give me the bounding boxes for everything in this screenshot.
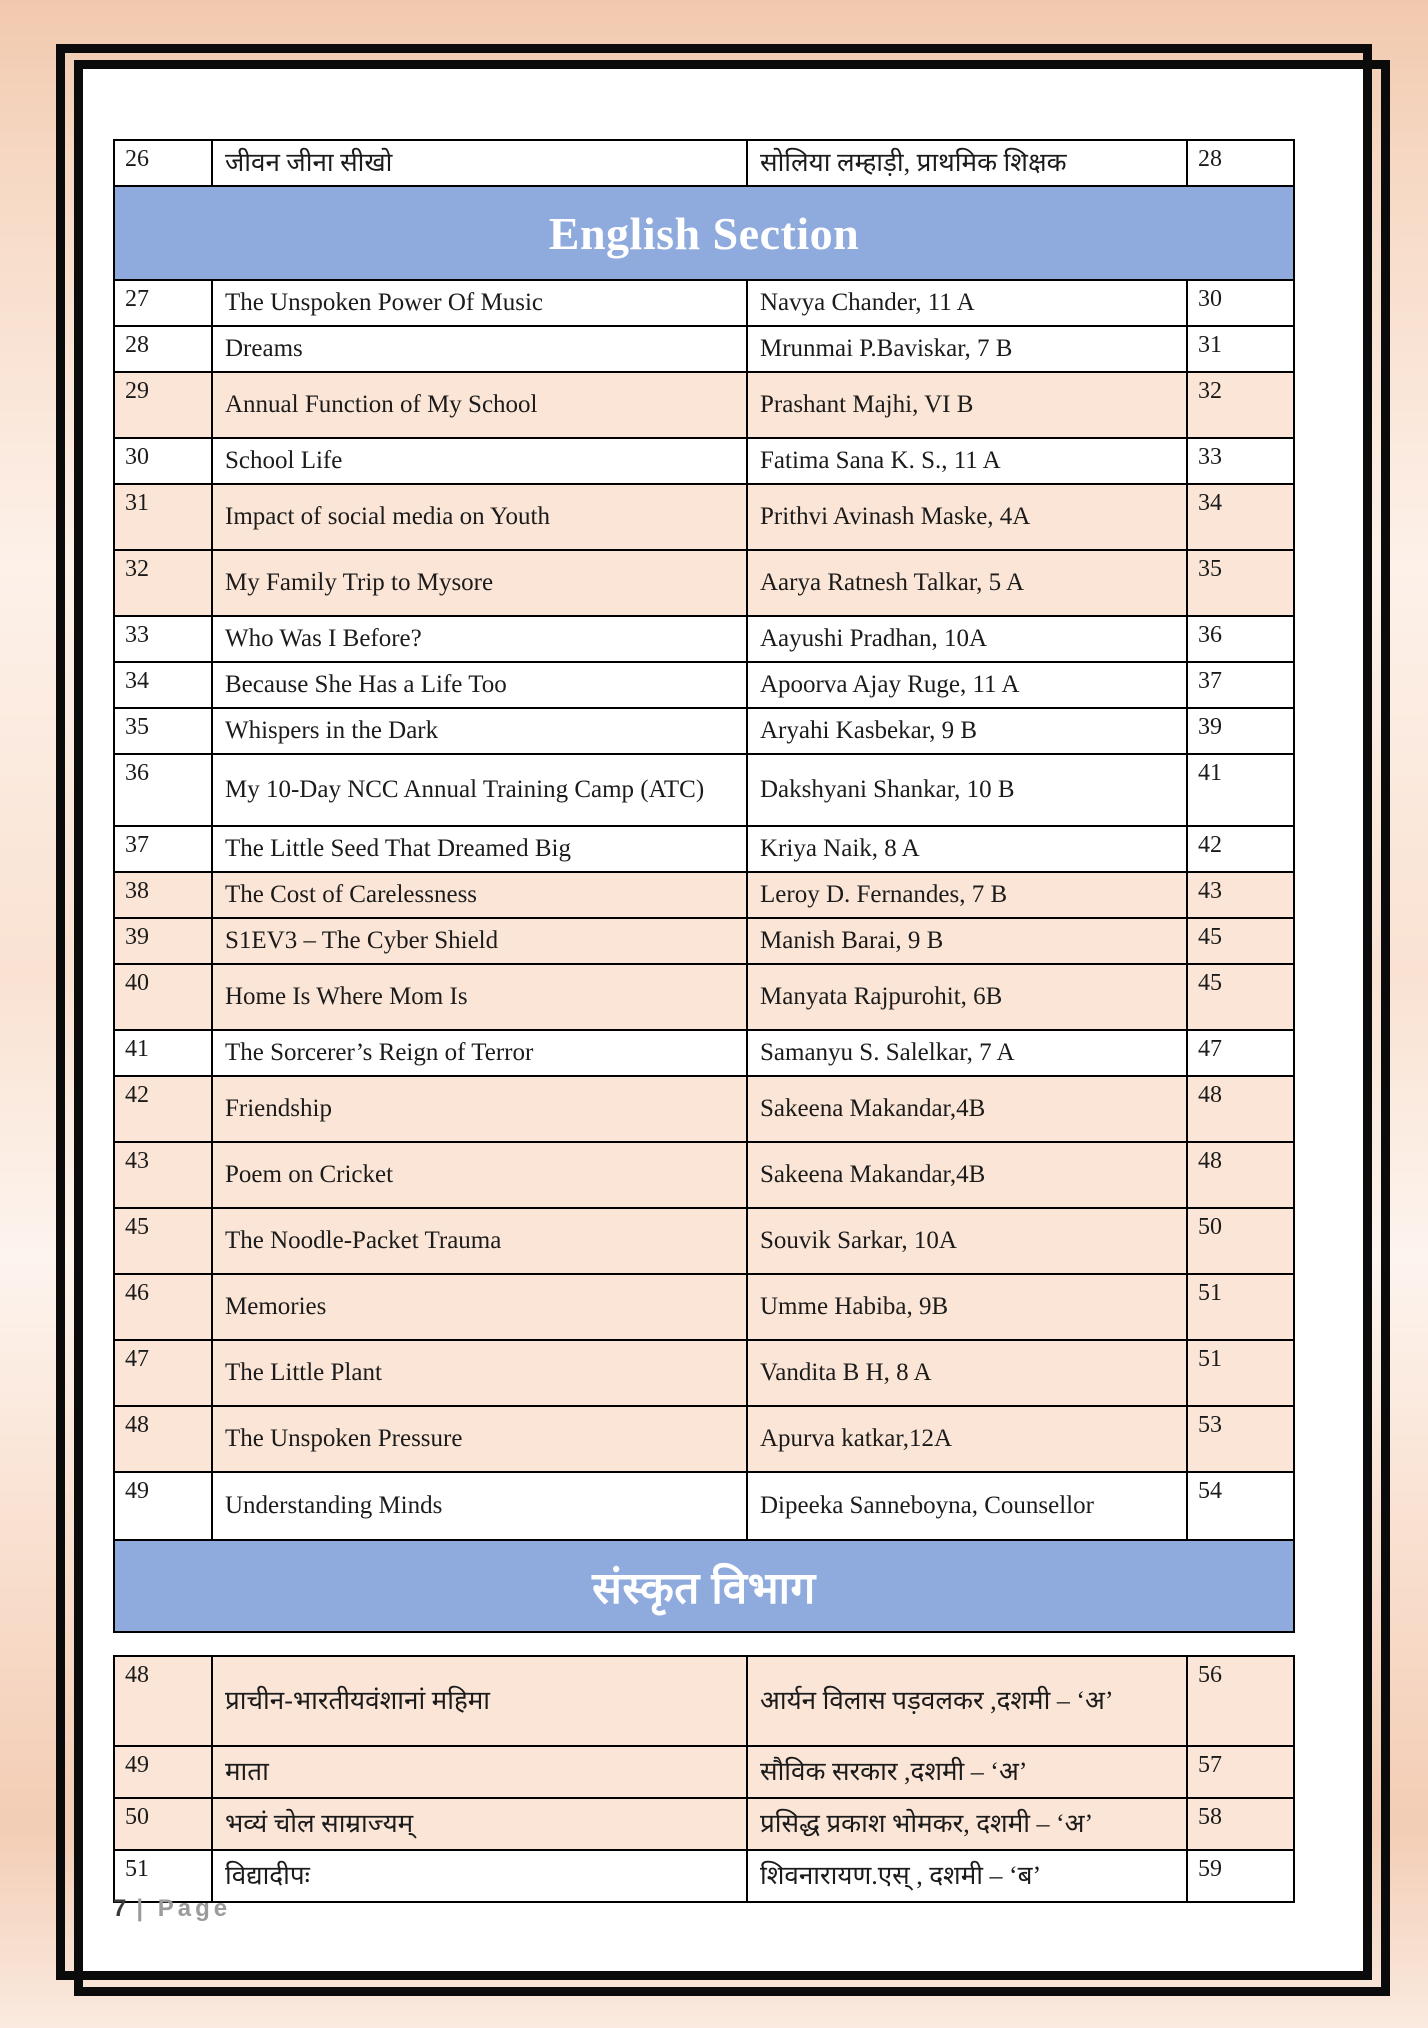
contents-table-sanskrit — [113, 1655, 1295, 1903]
entry-number: 38 — [114, 872, 212, 918]
entry-author: Manyata Rajpurohit, 6B — [747, 964, 1187, 1030]
entry-number: 41 — [114, 1030, 212, 1076]
entry-author: Prithvi Avinash Maske, 4A — [747, 484, 1187, 550]
entry-page: 57 — [1187, 1746, 1294, 1798]
entry-title: Because She Has a Life Too — [212, 662, 747, 708]
entry-page: 51 — [1187, 1340, 1294, 1406]
entry-title: The Sorcerer’s Reign of Terror — [212, 1030, 747, 1076]
table-row — [114, 872, 1294, 918]
entry-page: 31 — [1187, 326, 1294, 372]
entry-author: Mrunmai P.Baviskar, 7 B — [747, 326, 1187, 372]
entry-title: The Cost of Carelessness — [212, 872, 747, 918]
entry-number: 43 — [114, 1142, 212, 1208]
table-row — [114, 662, 1294, 708]
table-row — [114, 1656, 1294, 1746]
entry-title: The Little Seed That Dreamed Big — [212, 826, 747, 872]
page-footer — [113, 1895, 231, 1923]
table-row — [114, 1850, 1294, 1902]
entry-title: Who Was I Before? — [212, 616, 747, 662]
entry-title: Annual Function of My School — [212, 372, 747, 438]
table-row — [114, 1340, 1294, 1406]
entry-page: 59 — [1187, 1850, 1294, 1902]
entry-author: Samanyu S. Salelkar, 7 A — [747, 1030, 1187, 1076]
entry-number: 48 — [114, 1406, 212, 1472]
entry-number: 50 — [114, 1798, 212, 1850]
contents-table-main — [113, 139, 1295, 1633]
entry-author: Sakeena Makandar,4B — [747, 1076, 1187, 1142]
entry-page: 56 — [1187, 1656, 1294, 1746]
entry-title: The Unspoken Power Of Music — [212, 280, 747, 326]
entry-title: The Unspoken Pressure — [212, 1406, 747, 1472]
entry-title: My 10-Day NCC Annual Training Camp (ATC) — [212, 754, 747, 826]
entry-number: 26 — [114, 140, 212, 186]
entry-title: विद्यादीपः — [212, 1850, 747, 1902]
entry-number: 46 — [114, 1274, 212, 1340]
entry-number: 51 — [114, 1850, 212, 1902]
page-number: 7 — [113, 1895, 127, 1922]
entry-number: 33 — [114, 616, 212, 662]
entry-number: 28 — [114, 326, 212, 372]
entry-author: Aryahi Kasbekar, 9 B — [747, 708, 1187, 754]
table-row — [114, 280, 1294, 326]
table-row — [114, 372, 1294, 438]
entry-author: Apoorva Ajay Ruge, 11 A — [747, 662, 1187, 708]
table-of-contents — [113, 139, 1295, 1903]
entry-number: 29 — [114, 372, 212, 438]
entry-title: Friendship — [212, 1076, 747, 1142]
entry-page: 34 — [1187, 484, 1294, 550]
table-row — [114, 1208, 1294, 1274]
entry-title: Home Is Where Mom Is — [212, 964, 747, 1030]
entry-title: Whispers in the Dark — [212, 708, 747, 754]
entry-title: The Little Plant — [212, 1340, 747, 1406]
entry-number: 42 — [114, 1076, 212, 1142]
entry-number: 31 — [114, 484, 212, 550]
section-gap — [113, 1633, 1293, 1655]
entry-author: आर्यन विलास पड़वलकर ,दशमी – ‘अ’ — [747, 1656, 1187, 1746]
table-row — [114, 1274, 1294, 1340]
entry-title: School Life — [212, 438, 747, 484]
entry-author: Umme Habiba, 9B — [747, 1274, 1187, 1340]
table-row — [114, 550, 1294, 616]
table-row — [114, 1472, 1294, 1540]
entry-page: 51 — [1187, 1274, 1294, 1340]
entry-number: 49 — [114, 1472, 212, 1540]
entry-page: 39 — [1187, 708, 1294, 754]
entry-author: सोलिया लम्हाड़ी, प्राथमिक शिक्षक — [747, 140, 1187, 186]
entry-author: Vandita B H, 8 A — [747, 1340, 1187, 1406]
entry-number: 39 — [114, 918, 212, 964]
entry-author: Dipeeka Sanneboyna, Counsellor — [747, 1472, 1187, 1540]
section-band-row — [114, 1540, 1294, 1632]
entry-page: 58 — [1187, 1798, 1294, 1850]
entry-title: भव्यं चोल साम्राज्यम् — [212, 1798, 747, 1850]
table-row — [114, 1406, 1294, 1472]
entry-number: 37 — [114, 826, 212, 872]
entry-title: The Noodle-Packet Trauma — [212, 1208, 747, 1274]
entry-page: 28 — [1187, 140, 1294, 186]
entry-number: 34 — [114, 662, 212, 708]
entry-page: 43 — [1187, 872, 1294, 918]
entry-author: शिवनारायण.एस् , दशमी – ‘ब’ — [747, 1850, 1187, 1902]
entry-title: My Family Trip to Mysore — [212, 550, 747, 616]
table-row — [114, 616, 1294, 662]
table-row — [114, 1076, 1294, 1142]
entry-number: 45 — [114, 1208, 212, 1274]
table-row — [114, 708, 1294, 754]
table-row — [114, 754, 1294, 826]
entry-page: 50 — [1187, 1208, 1294, 1274]
entry-author: Fatima Sana K. S., 11 A — [747, 438, 1187, 484]
entry-title: Memories — [212, 1274, 747, 1340]
page-label: | Page — [136, 1895, 232, 1922]
entry-author: प्रसिद्ध प्रकाश भोमकर, दशमी – ‘अ’ — [747, 1798, 1187, 1850]
entry-number: 40 — [114, 964, 212, 1030]
entry-page: 48 — [1187, 1142, 1294, 1208]
entry-title: प्राचीन-भारतीयवंशानां महिमा — [212, 1656, 747, 1746]
entry-page: 53 — [1187, 1406, 1294, 1472]
entry-author: Prashant Majhi, VI B — [747, 372, 1187, 438]
section-title: संस्कृत विभाग — [114, 1540, 1294, 1632]
entry-page: 47 — [1187, 1030, 1294, 1076]
entry-title: माता — [212, 1746, 747, 1798]
entry-author: Manish Barai, 9 B — [747, 918, 1187, 964]
entry-title: Impact of social media on Youth — [212, 484, 747, 550]
table-row — [114, 438, 1294, 484]
entry-author: Dakshyani Shankar, 10 B — [747, 754, 1187, 826]
table-row — [114, 326, 1294, 372]
entry-author: Aayushi Pradhan, 10A — [747, 616, 1187, 662]
entry-page: 45 — [1187, 964, 1294, 1030]
entry-page: 42 — [1187, 826, 1294, 872]
table-row — [114, 1142, 1294, 1208]
entry-page: 32 — [1187, 372, 1294, 438]
entry-page: 48 — [1187, 1076, 1294, 1142]
entry-number: 27 — [114, 280, 212, 326]
section-title: English Section — [114, 186, 1294, 280]
entry-author: Aarya Ratnesh Talkar, 5 A — [747, 550, 1187, 616]
table-row — [114, 964, 1294, 1030]
entry-number: 48 — [114, 1656, 212, 1746]
entry-page: 37 — [1187, 662, 1294, 708]
table-row — [114, 918, 1294, 964]
section-band-row — [114, 186, 1294, 280]
entry-page: 54 — [1187, 1472, 1294, 1540]
table-row — [114, 1030, 1294, 1076]
entry-author: सौविक सरकार ,दशमी – ‘अ’ — [747, 1746, 1187, 1798]
entry-author: Apurva katkar,12A — [747, 1406, 1187, 1472]
entry-title: जीवन जीना सीखो — [212, 140, 747, 186]
entry-number: 32 — [114, 550, 212, 616]
entry-page: 33 — [1187, 438, 1294, 484]
entry-page: 30 — [1187, 280, 1294, 326]
entry-title: Poem on Cricket — [212, 1142, 747, 1208]
entry-title: Understanding Minds — [212, 1472, 747, 1540]
table-row — [114, 140, 1294, 186]
document-page — [83, 69, 1363, 1971]
entry-number: 47 — [114, 1340, 212, 1406]
entry-author: Navya Chander, 11 A — [747, 280, 1187, 326]
entry-number: 35 — [114, 708, 212, 754]
entry-author: Kriya Naik, 8 A — [747, 826, 1187, 872]
entry-number: 49 — [114, 1746, 212, 1798]
entry-title: S1EV3 – The Cyber Shield — [212, 918, 747, 964]
entry-page: 45 — [1187, 918, 1294, 964]
entry-author: Leroy D. Fernandes, 7 B — [747, 872, 1187, 918]
entry-author: Sakeena Makandar,4B — [747, 1142, 1187, 1208]
entry-author: Souvik Sarkar, 10A — [747, 1208, 1187, 1274]
entry-page: 36 — [1187, 616, 1294, 662]
entry-page: 41 — [1187, 754, 1294, 826]
table-row — [114, 1746, 1294, 1798]
table-row — [114, 826, 1294, 872]
entry-number: 30 — [114, 438, 212, 484]
table-row — [114, 484, 1294, 550]
entry-page: 35 — [1187, 550, 1294, 616]
table-row — [114, 1798, 1294, 1850]
entry-number: 36 — [114, 754, 212, 826]
entry-title: Dreams — [212, 326, 747, 372]
